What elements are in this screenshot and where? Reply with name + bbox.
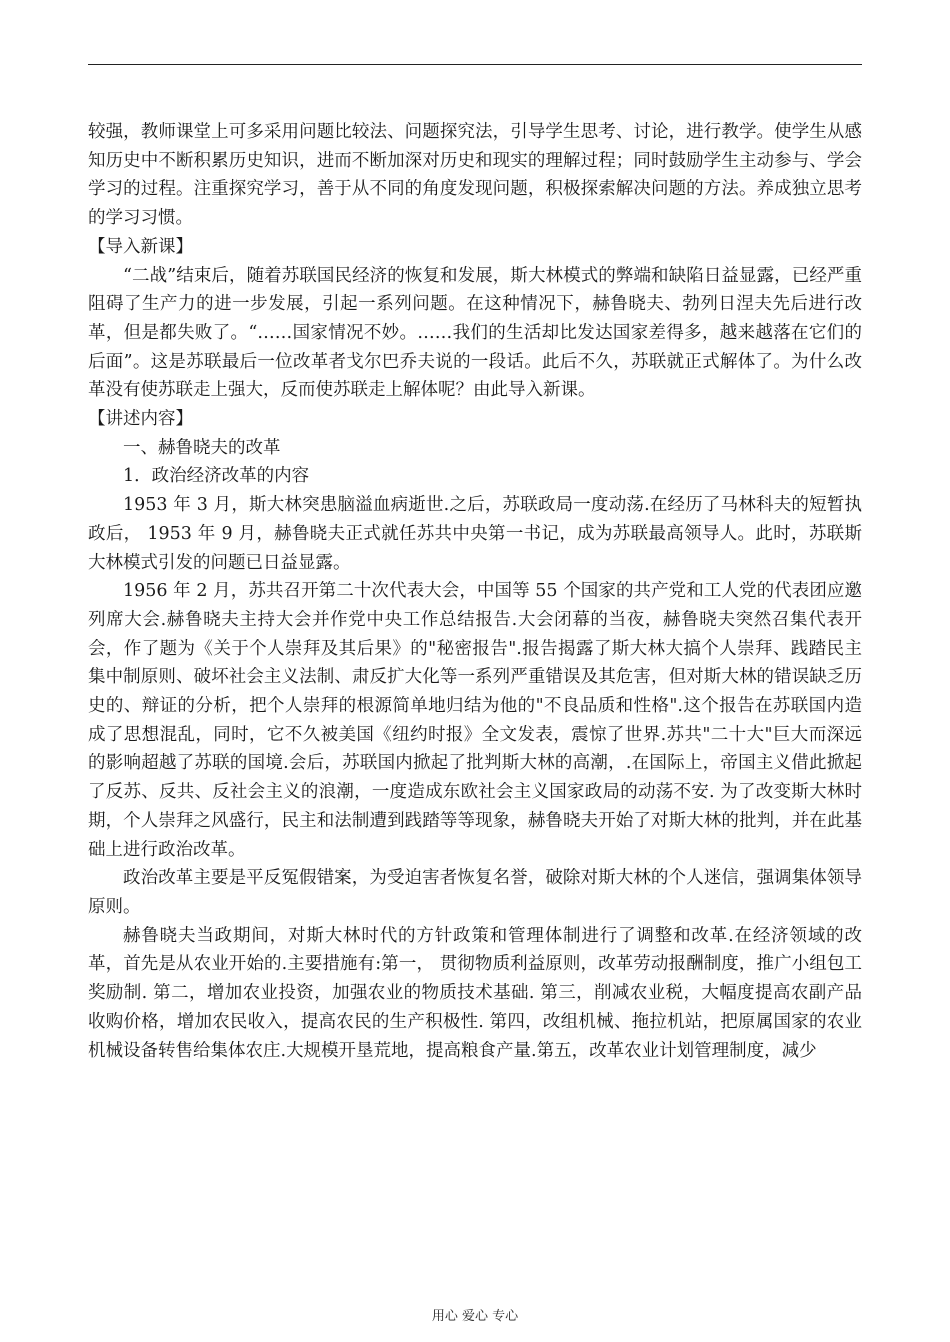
header-rule <box>88 64 862 65</box>
paragraph-1956: 1956 年 2 月，苏共召开第二十次代表大会，中国等 55 个国家的共产党和工人党的代表团应邀列席大会.赫鲁晓夫主持大会并作党中央工作总结报告.大会闭幕的当夜，赫鲁晓夫突然召集代表开会，作了题为《关于个人崇拜及其后果》的"秘密报告".报告揭露了斯大林大搞个人崇拜、践踏民主集中制原则、破坏社会主义法制、肃反扩大化等一系列严重错误及其危害，但对斯大林的错误缺乏历史的、辩证的分析，把个人崇拜的根源简单地归结为他的"不良品质和性格".这个报告在苏联国内造成了思想混乱，同时，它不久被美国《纽约时报》全文发表，震惊了世界.苏共"二十大"巨大而深远的影响超越了苏联的国境.会后，苏联国内掀起了批判斯大林的高潮，.在国际上，帝国主义借此掀起了反苏、反共、反社会主义的浪潮，一度造成东欧社会主义国家政局的动荡不安. 为了改变斯大林时期，个人崇拜之风盛行，民主和法制遭到践踏等等现象，赫鲁晓夫开始了对斯大林的批判，并在此基础上进行政治改革。 <box>88 581 862 860</box>
document-body <box>88 118 862 1065</box>
paragraph-daoru: “二战”结束后，随着苏联国民经济的恢复和发展，斯大林模式的弊端和缺陷日益显露，已经严重阻碍了生产力的进一步发展，引起一系列问题。在这种情况下，赫鲁晓夫、勃列日涅夫先后进行改革，但是都失败了。“……国家情况不妙。……我们的生活却比发达国家差得多，越来越落在它们的后面”。这是苏联最后一位改革者戈尔巴乔夫说的一段话。此后不久，苏联就正式解体了。为什么改革没有使苏联走上强大，反而使苏联走上解体呢？由此导入新课。 <box>88 265 862 401</box>
heading-jiangshu-neirong: 【讲述内容】 <box>88 409 193 430</box>
paragraph-1953: 1953 年 3 月，斯大林突患脑溢血病逝世.之后，苏联政局一度动荡.在经历了马林科夫的短暂执政后， 1953 年 9 月，赫鲁晓夫正式就任苏共中央第一书记，成为苏联最高领导人。此时，苏联斯大林模式引发的问题已日益显露。 <box>88 495 862 573</box>
heading-daoru-xinke: 【导入新课】 <box>88 236 193 257</box>
paragraph-political-reform: 政治改革主要是平反冤假错案，为受迫害者恢复名誉，破除对斯大林的个人迷信，强调集体领导原则。 <box>88 868 862 917</box>
section-heading-1: 一、赫鲁晓夫的改革 <box>123 437 281 458</box>
paragraph-intro-continuation: 较强，教师课堂上可多采用问题比较法、问题探究法，引导学生思考、讨论，进行教学。使学生从感知历史中不断积累历史知识，进而不断加深对历史和现实的理解过程；同时鼓励学生主动参与、学会学习的过程。注重探究学习，善于从不同的角度发现问题，积极探索解决问题的方法。养成独立思考的学习习惯。 <box>88 122 862 229</box>
paragraph-economic-reform: 赫鲁晓夫当政期间，对斯大林时代的方针政策和管理体制进行了调整和改革.在经济领域的改革，首先是从农业开始的.主要措施有:第一， 贯彻物质利益原则，改革劳动报酬制度，推广小组包工奖励制. 第二，增加农业投资，加强农业的物质技术基础. 第三，削减农业税，大幅度提高农副产品收购价格，增加农民收入，提高农民的生产积极性. 第四，改组机械、拖拉机站，把原属国家的农业机械设备转售给集体农庄.大规模开垦荒地，提高粮食产量.第五，改革农业计划管理制度，减少 <box>88 925 862 1061</box>
section-heading-1-1: 1．政治经济改革的内容 <box>123 466 310 487</box>
page-footer: 用心 爱心 专心 <box>431 1309 519 1324</box>
